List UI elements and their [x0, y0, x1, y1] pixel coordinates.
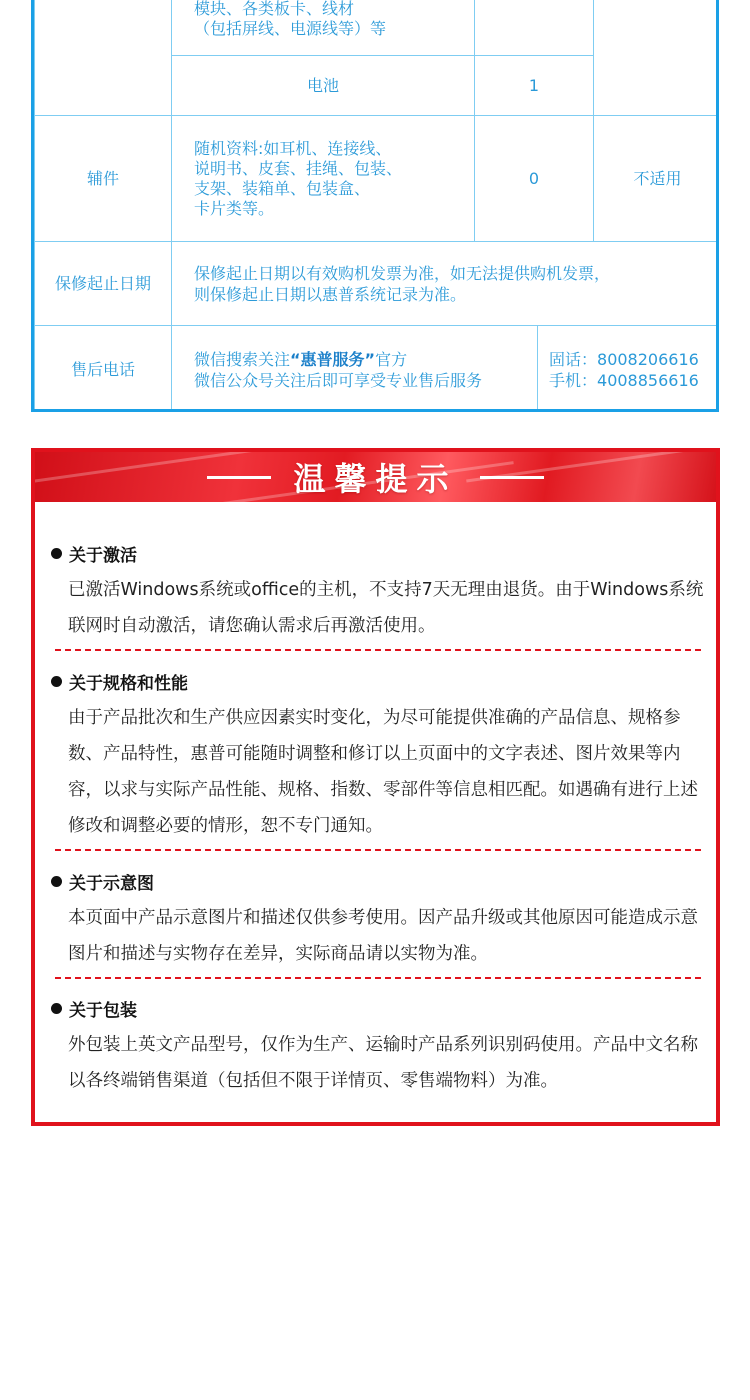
table-cell-category-continued — [34, 0, 172, 116]
tip-section-illustration — [49, 868, 704, 972]
battery-period-text: 1 — [528, 75, 540, 95]
table-cell-module-item — [171, 0, 475, 56]
service-category-text: 售后电话 — [70, 360, 135, 379]
bullet-icon — [51, 676, 62, 687]
table-cell-module-note — [593, 0, 719, 116]
dashed-divider — [55, 849, 701, 851]
table-cell-accessories-category — [34, 115, 172, 242]
wechat-suffix: 官方 — [375, 350, 408, 369]
mobile-label: 手机： — [549, 371, 598, 390]
tip-section-body: 外包装上英文产品型号，仅作为生产、运输时产品系列识别码使用。产品中文名称以各终端销售渠道（包括但不限于详情页、零售端物料）为准。 — [68, 1035, 698, 1091]
wechat-account-name: “惠普服务” — [290, 350, 376, 369]
wechat-line-2: 微信公众号关注后即可享受专业售后服务 — [194, 371, 483, 390]
wechat-line-1 — [194, 349, 482, 370]
table-cell-service-category — [34, 325, 172, 412]
landline-label: 固话： — [549, 350, 598, 369]
accessories-period-text: 0 — [528, 168, 540, 188]
mobile-number: 4008856616 — [597, 371, 699, 390]
tips-title-text: 温馨提示 — [293, 460, 458, 498]
table-cell-accessories-item — [171, 115, 475, 242]
table-cell-battery-period — [474, 55, 594, 116]
tips-header-banner — [35, 452, 716, 502]
tip-section-specs — [49, 668, 704, 844]
warranty-date-category-text: 保修起止日期 — [54, 273, 151, 293]
table-cell-warranty-date-text — [171, 241, 719, 326]
wechat-info — [194, 349, 482, 391]
tip-section-activation — [49, 540, 704, 644]
tips-title — [35, 452, 716, 502]
table-cell-battery-item — [171, 55, 475, 116]
tip-section-title: 关于示意图 — [69, 873, 154, 894]
title-dash-left — [207, 476, 271, 479]
module-item-text: 模块、各类板卡、线材 （包括屏线、电源线等）等 — [194, 0, 387, 38]
tip-section-title: 关于包装 — [69, 1000, 137, 1021]
tip-section-title: 关于规格和性能 — [69, 673, 188, 694]
bullet-icon — [51, 876, 62, 887]
tip-section-body: 已激活Windows系统或office的主机，不支持7天无理由退货。由于Windows系统联网时自动激活，请您确认需求后再激活使用。 — [68, 580, 704, 636]
tip-section-packaging — [49, 995, 704, 1099]
table-cell-service-phones — [537, 325, 719, 412]
dashed-divider — [55, 649, 701, 651]
landline-line — [549, 349, 699, 370]
battery-item-text: 电池 — [306, 75, 339, 95]
table-cell-accessories-note — [593, 115, 719, 242]
bullet-icon — [51, 548, 62, 559]
tip-section-body: 本页面中产品示意图片和描述仅供参考使用。因产品升级或其他原因可能造成示意图片和描述与实物存在差异，实际商品请以实物为准。 — [68, 908, 698, 964]
tips-card — [31, 448, 720, 1126]
title-dash-right — [480, 476, 544, 479]
tip-section-title: 关于激活 — [69, 545, 137, 566]
table-cell-warranty-date-category — [34, 241, 172, 326]
dashed-divider — [55, 977, 701, 979]
accessories-note-text: 不适用 — [633, 168, 682, 188]
landline-number: 8008206616 — [597, 350, 699, 369]
mobile-line — [549, 370, 699, 391]
bullet-icon — [51, 1003, 62, 1014]
warranty-table — [31, 0, 719, 412]
tip-section-body: 由于产品批次和生产供应因素实时变化，为尽可能提供准确的产品信息、规格参数、产品特性，惠普可能随时调整和修订以上页面中的文字表述、图片效果等内容，以求与实际产品性能、规格、指数、零部件等信息相匹配。如遇确有进行上述修改和调整必要的情形，恕不专门通知。 — [68, 708, 698, 836]
phone-info — [549, 349, 699, 391]
wechat-prefix: 微信搜索关注 — [194, 350, 291, 369]
table-cell-service-wechat — [171, 325, 538, 412]
table-cell-module-period — [474, 0, 594, 56]
accessories-category-text: 辅件 — [86, 168, 119, 188]
table-cell-accessories-period — [474, 115, 594, 242]
warranty-date-text: 保修起止日期以有效购机发票为准，如无法提供购机发票， 则保修起止日期以惠普系统记录为准。 — [194, 263, 611, 304]
accessories-item-text: 随机资料:如耳机、连接线、 说明书、皮套、挂绳、包装、 支架、装箱单、包装盒、 卡片类等。 — [194, 138, 403, 218]
